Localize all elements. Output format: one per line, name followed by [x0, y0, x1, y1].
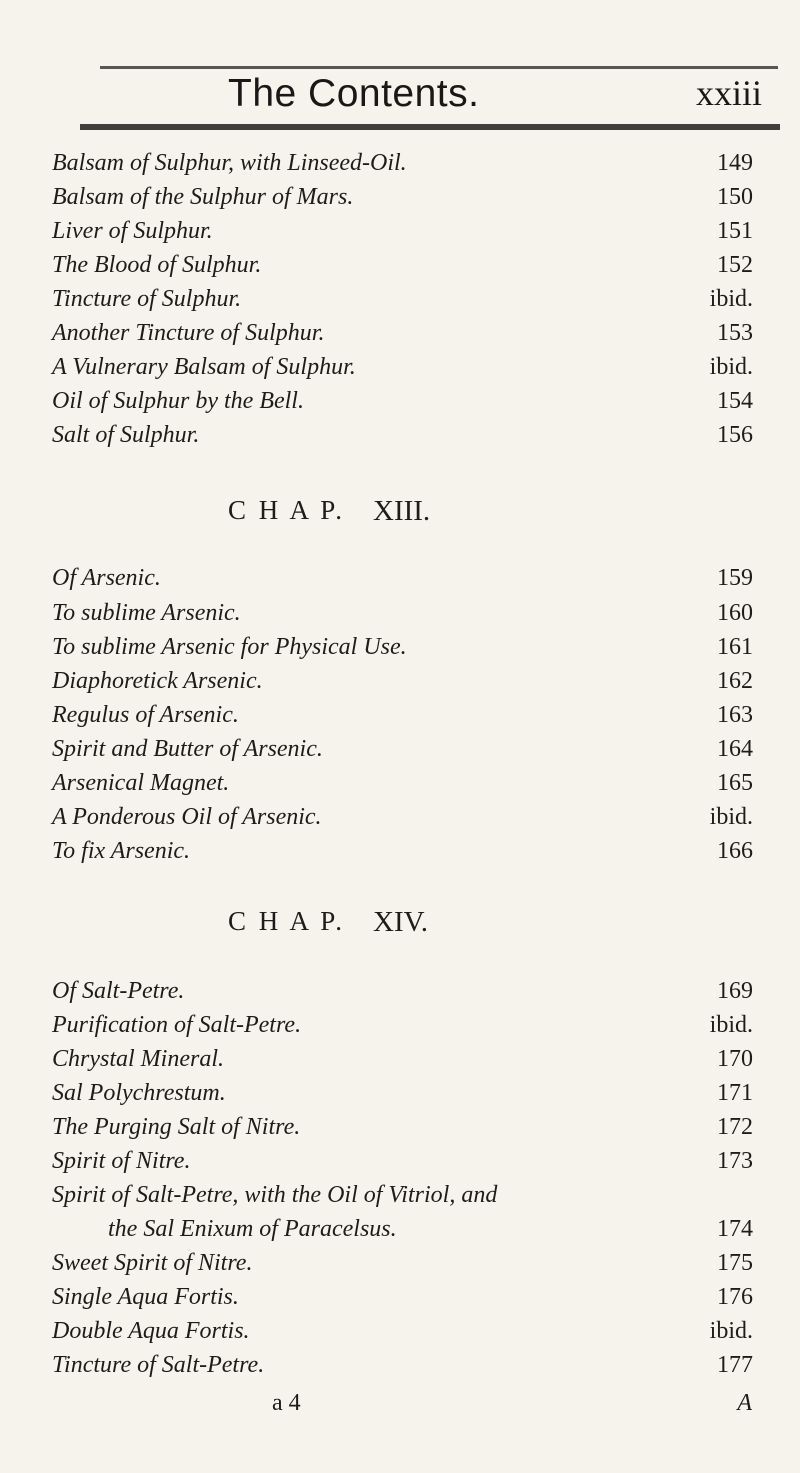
entry-page: ibid. [709, 354, 753, 380]
entry-page: 161 [717, 634, 753, 660]
entry-page: 162 [717, 668, 753, 694]
entry-title: Purification of Salt-Petre. [52, 1012, 302, 1038]
entry-page: 165 [717, 770, 753, 796]
toc-entry [0, 1182, 800, 1216]
entry-page: ibid. [709, 1318, 753, 1344]
entry-page: 149 [717, 150, 753, 176]
entry-title: Spirit of Salt-Petre, with the Oil of Vitriol, and [52, 1182, 498, 1208]
entry-title: To fix Arsenic. [52, 838, 191, 864]
entry-page: 177 [717, 1352, 753, 1378]
header-rule [80, 124, 780, 130]
toc-entry [0, 634, 800, 668]
toc-entry [0, 184, 800, 218]
page-number: xxiii [695, 73, 762, 113]
entry-page: 166 [717, 838, 753, 864]
entry-page: 173 [717, 1148, 753, 1174]
running-title: The Contents. [228, 72, 480, 115]
toc-entry [0, 1352, 800, 1386]
entry-title: To sublime Arsenic for Physical Use. [52, 634, 407, 660]
signature-mark: a 4 [272, 1390, 301, 1416]
entry-title: The Blood of Sulphur. [52, 252, 262, 278]
chapter-word: C H A P. [228, 495, 346, 525]
entry-page: 156 [717, 422, 753, 448]
chapter-heading [0, 906, 800, 946]
entry-title: Of Arsenic. [52, 565, 161, 591]
entry-page: 175 [717, 1250, 753, 1276]
toc-entry [0, 1012, 800, 1046]
toc-entry [0, 978, 800, 1012]
toc-entry [0, 252, 800, 286]
entry-title: Double Aqua Fortis. [52, 1318, 250, 1344]
toc-entry [0, 804, 800, 838]
entry-title: Single Aqua Fortis. [52, 1284, 239, 1310]
chapter-word: C H A P. [228, 906, 346, 936]
top-rule [100, 66, 778, 69]
toc-entry [0, 668, 800, 702]
entry-page: 164 [717, 736, 753, 762]
entry-title: Balsam of Sulphur, with Linseed-Oil. [52, 150, 407, 176]
toc-entry [0, 702, 800, 736]
chapter-number: XIII. [373, 495, 431, 527]
toc-entry [0, 1318, 800, 1352]
entry-title: Diaphoretick Arsenic. [52, 668, 263, 694]
toc-entry [0, 1046, 800, 1080]
entry-page: 154 [717, 388, 753, 414]
toc-entry [0, 838, 800, 872]
entry-title: A Vulnerary Balsam of Sulphur. [52, 354, 356, 380]
entry-title: A Ponderous Oil of Arsenic. [52, 804, 322, 830]
entry-title: Tincture of Salt-Petre. [52, 1352, 265, 1378]
toc-entry [0, 1114, 800, 1148]
entry-title: Spirit of Nitre. [52, 1148, 191, 1174]
toc-entry [0, 286, 800, 320]
entry-title: Sweet Spirit of Nitre. [52, 1250, 253, 1276]
toc-entry [0, 320, 800, 354]
entry-page: 160 [717, 600, 753, 626]
entry-title: Salt of Sulphur. [52, 422, 200, 448]
toc-entry [0, 736, 800, 770]
toc-entry [0, 150, 800, 184]
entry-page: 172 [717, 1114, 753, 1140]
entry-page: 169 [717, 978, 753, 1004]
entry-title: Regulus of Arsenic. [52, 702, 239, 728]
chapter-heading [0, 495, 800, 535]
toc-entry [0, 600, 800, 634]
entry-page: 170 [717, 1046, 753, 1072]
toc-entry [0, 354, 800, 388]
entry-page: 152 [717, 252, 753, 278]
entry-page: 174 [717, 1216, 753, 1242]
entry-title: Balsam of the Sulphur of Mars. [52, 184, 354, 210]
entry-title: Tincture of Sulphur. [52, 286, 242, 312]
entry-page: 159 [717, 565, 753, 591]
entry-page: 153 [717, 320, 753, 346]
toc-entry [0, 422, 800, 456]
entry-title: Spirit and Butter of Arsenic. [52, 736, 323, 762]
entry-page: 150 [717, 184, 753, 210]
entry-title: Liver of Sulphur. [52, 218, 213, 244]
entry-title: The Purging Salt of Nitre. [52, 1114, 301, 1140]
entry-page: ibid. [709, 286, 753, 312]
toc-entry [0, 1148, 800, 1182]
entry-page: 163 [717, 702, 753, 728]
entry-page: ibid. [709, 1012, 753, 1038]
entry-title: Another Tincture of Sulphur. [52, 320, 325, 346]
entry-title: To sublime Arsenic. [52, 600, 241, 626]
entry-title: the Sal Enixum of Paracelsus. [108, 1216, 397, 1242]
toc-entry [0, 1250, 800, 1284]
toc-entry [0, 565, 800, 599]
entry-page: 151 [717, 218, 753, 244]
entry-page: ibid. [709, 804, 753, 830]
entry-title: Chrystal Mineral. [52, 1046, 224, 1072]
entry-title: Sal Polychrestum. [52, 1080, 226, 1106]
toc-entry [0, 388, 800, 422]
running-header [0, 72, 800, 128]
toc-entry [0, 218, 800, 252]
toc-entry [0, 770, 800, 804]
entry-title: Arsenical Magnet. [52, 770, 230, 796]
toc-entry [0, 1080, 800, 1114]
entry-title: Of Salt-Petre. [52, 978, 185, 1004]
chapter-number: XIV. [373, 906, 429, 938]
toc-entry [0, 1284, 800, 1318]
catchword: A [737, 1390, 752, 1416]
entry-page: 171 [717, 1080, 753, 1106]
entry-title: Oil of Sulphur by the Bell. [52, 388, 304, 414]
toc-entry [0, 1216, 800, 1250]
entry-page: 176 [717, 1284, 753, 1310]
